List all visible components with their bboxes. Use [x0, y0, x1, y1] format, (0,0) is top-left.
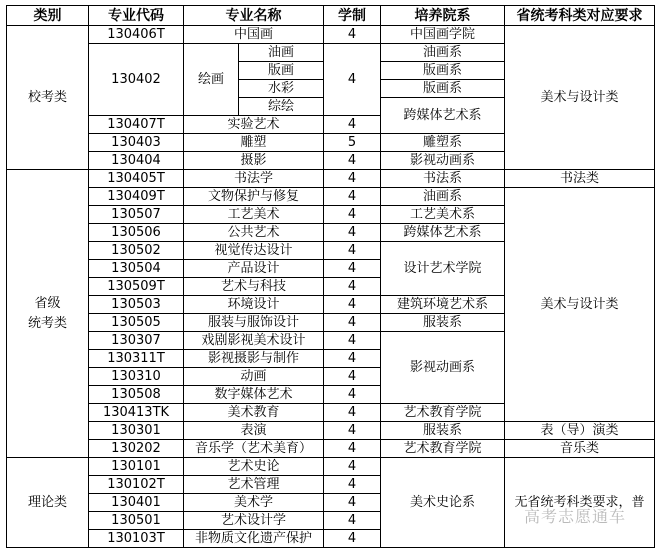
major-dept: 服装系	[381, 314, 505, 332]
major-name: 实验艺术	[184, 116, 324, 134]
requirement-music: 音乐类	[505, 440, 655, 458]
header-row	[7, 6, 655, 26]
table-row	[7, 422, 655, 440]
major-years: 4	[324, 494, 381, 512]
major-code: 130102T	[89, 476, 184, 494]
major-name: 非物质文化遗产保护	[184, 530, 324, 548]
table-row	[7, 26, 655, 44]
major-code: 130404	[89, 152, 184, 170]
major-years: 4	[324, 440, 381, 458]
major-code: 130101	[89, 458, 184, 476]
header-category: 类别	[7, 6, 89, 26]
requirement-art-design-school: 美术与设计类	[505, 26, 655, 170]
category-provincial-label: 省级 统考类	[27, 295, 67, 331]
major-years: 4	[324, 512, 381, 530]
major-dept: 雕塑系	[381, 134, 505, 152]
major-years: 4	[324, 242, 381, 260]
major-code: 130503	[89, 296, 184, 314]
major-code: 130505	[89, 314, 184, 332]
table-row	[7, 440, 655, 458]
major-years: 4	[324, 386, 381, 404]
major-years: 4	[324, 170, 381, 188]
sub-major-name: 水彩	[239, 80, 324, 98]
major-dept: 中国画学院	[381, 26, 505, 44]
header-name: 专业名称	[184, 6, 324, 26]
major-name: 雕塑	[184, 134, 324, 152]
major-name: 音乐学（艺术美育）	[184, 440, 324, 458]
major-dept: 影视动画系	[381, 332, 505, 404]
table-row	[7, 458, 655, 476]
table-row	[7, 170, 655, 188]
major-dept: 艺术教育学院	[381, 440, 505, 458]
major-years: 4	[324, 116, 381, 134]
major-dept: 跨媒体艺术系	[381, 98, 505, 134]
major-name: 工艺美术	[184, 206, 324, 224]
major-years: 4	[324, 404, 381, 422]
category-school: 校考类	[7, 26, 89, 170]
major-name: 戏剧影视美术设计	[184, 332, 324, 350]
major-years: 4	[324, 206, 381, 224]
major-code: 130509T	[89, 278, 184, 296]
major-code: 130405T	[89, 170, 184, 188]
major-dept: 建筑环境艺术系	[381, 296, 505, 314]
major-code: 130103T	[89, 530, 184, 548]
major-dept: 工艺美术系	[381, 206, 505, 224]
major-code: 130501	[89, 512, 184, 530]
major-years: 4	[324, 422, 381, 440]
major-code: 130403	[89, 134, 184, 152]
major-dept: 版画系	[381, 62, 505, 80]
header-code: 专业代码	[89, 6, 184, 26]
major-name: 服装与服饰设计	[184, 314, 324, 332]
major-dept: 油画系	[381, 188, 505, 206]
header-requirement: 省统考科类对应要求	[505, 6, 655, 26]
major-code: 130507	[89, 206, 184, 224]
category-theory: 理论类	[7, 458, 89, 548]
major-name: 文物保护与修复	[184, 188, 324, 206]
major-code: 130504	[89, 260, 184, 278]
major-name: 书法学	[184, 170, 324, 188]
requirement-performance: 表（导）演类	[505, 422, 655, 440]
major-dept: 油画系	[381, 44, 505, 62]
major-years: 4	[324, 332, 381, 350]
major-code: 130307	[89, 332, 184, 350]
major-code: 130506	[89, 224, 184, 242]
major-name: 视觉传达设计	[184, 242, 324, 260]
major-code: 130409T	[89, 188, 184, 206]
major-code: 130301	[89, 422, 184, 440]
major-code: 130402	[89, 44, 184, 116]
header-years: 学制	[324, 6, 381, 26]
major-code: 130407T	[89, 116, 184, 134]
major-years: 4	[324, 350, 381, 368]
requirement-theory-note: 无省统考科类要求，普	[505, 458, 655, 548]
major-name: 数字媒体艺术	[184, 386, 324, 404]
major-name: 美术学	[184, 494, 324, 512]
major-years: 4	[324, 152, 381, 170]
major-years: 4	[324, 188, 381, 206]
major-years: 4	[324, 44, 381, 116]
major-name: 环境设计	[184, 296, 324, 314]
major-dept: 设计艺术学院	[381, 242, 505, 296]
major-name: 艺术设计学	[184, 512, 324, 530]
major-name: 动画	[184, 368, 324, 386]
major-name: 产品设计	[184, 260, 324, 278]
major-years: 4	[324, 278, 381, 296]
major-dept: 美术史论系	[381, 458, 505, 548]
major-years: 4	[324, 476, 381, 494]
major-name: 表演	[184, 422, 324, 440]
table-row	[7, 188, 655, 206]
major-dept: 影视动画系	[381, 152, 505, 170]
major-name: 影视摄影与制作	[184, 350, 324, 368]
header-dept: 培养院系	[381, 6, 505, 26]
major-years: 5	[324, 134, 381, 152]
major-years: 4	[324, 224, 381, 242]
major-name: 艺术与科技	[184, 278, 324, 296]
major-years: 4	[324, 296, 381, 314]
sub-major-name: 油画	[239, 44, 324, 62]
major-dept: 服装系	[381, 422, 505, 440]
major-code: 130311T	[89, 350, 184, 368]
sub-major-name: 版画	[239, 62, 324, 80]
major-name: 艺术史论	[184, 458, 324, 476]
major-years: 4	[324, 314, 381, 332]
major-dept: 版画系	[381, 80, 505, 98]
major-name: 公共艺术	[184, 224, 324, 242]
sub-major-name: 综绘	[239, 98, 324, 116]
watermark: 高考志愿通车	[524, 507, 627, 526]
major-dept: 艺术教育学院	[381, 404, 505, 422]
requirement-art-design-provincial: 美术与设计类	[505, 188, 655, 422]
majors-table	[6, 5, 655, 548]
major-code: 130502	[89, 242, 184, 260]
major-code: 130406T	[89, 26, 184, 44]
major-dept: 跨媒体艺术系	[381, 224, 505, 242]
major-years: 4	[324, 260, 381, 278]
major-years: 4	[324, 458, 381, 476]
major-code: 130202	[89, 440, 184, 458]
category-provincial	[7, 170, 89, 458]
major-code: 130508	[89, 386, 184, 404]
major-name: 绘画	[184, 44, 239, 116]
major-name: 摄影	[184, 152, 324, 170]
major-dept: 书法系	[381, 170, 505, 188]
major-code: 130401	[89, 494, 184, 512]
major-name: 美术教育	[184, 404, 324, 422]
major-years: 4	[324, 26, 381, 44]
major-code: 130413TK	[89, 404, 184, 422]
requirement-calligraphy: 书法类	[505, 170, 655, 188]
major-years: 4	[324, 368, 381, 386]
major-code: 130310	[89, 368, 184, 386]
major-name: 中国画	[184, 26, 324, 44]
major-years: 4	[324, 530, 381, 548]
major-name: 艺术管理	[184, 476, 324, 494]
